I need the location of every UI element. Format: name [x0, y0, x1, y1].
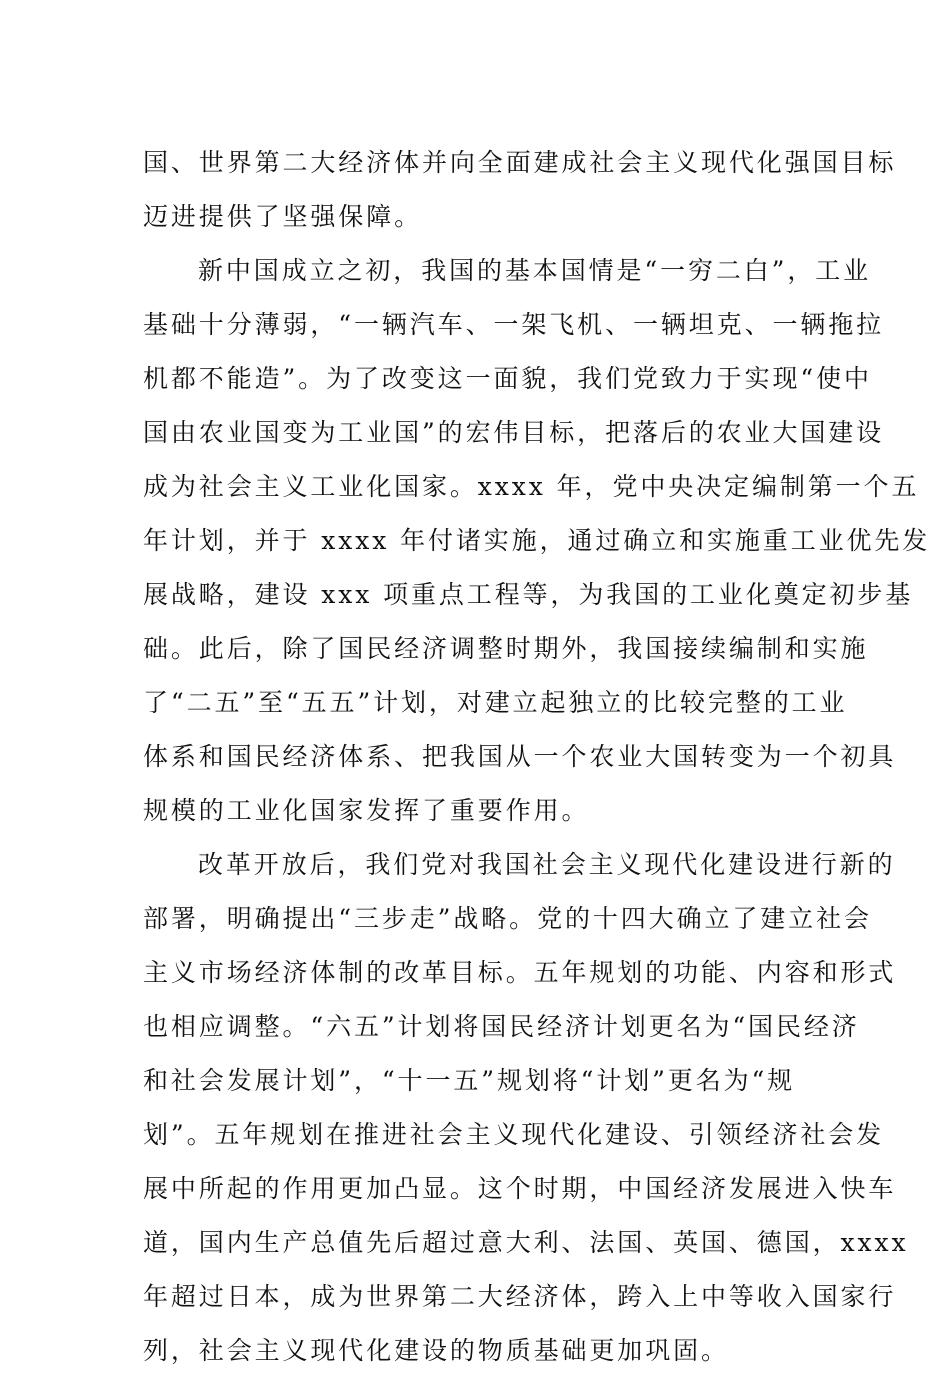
- text-line: 国由农业国变为工业国”的宏伟目标，把落后的农业大国建设: [143, 418, 885, 447]
- text-line: 了“二五”至“五五”计划，对建立起独立的比较完整的工业: [143, 688, 848, 717]
- text-line: 基础十分薄弱，“一辆汽车、一架飞机、一辆坦克、一辆拖拉: [143, 310, 885, 339]
- text-line: 列，社会主义现代化建设的物质基础更加巩固。: [143, 1336, 729, 1365]
- text-line: 年计划，并于 xxxx 年付诸实施，通过确立和实施重工业优先发: [143, 526, 931, 555]
- text-line: 和社会发展计划”，“十一五”规划将“计划”更名为“规: [143, 1066, 796, 1095]
- text-line: 道，国内生产总值先后超过意大利、法国、英国、德国，xxxx: [143, 1228, 909, 1257]
- text-line: 础。此后，除了国民经济调整时期外，我国接续编制和实施: [143, 634, 869, 663]
- text-line: 展战略，建设 xxx 项重点工程等，为我国的工业化奠定初步基: [143, 580, 914, 609]
- text-line: 成为社会主义工业化国家。xxxx 年，党中央决定编制第一个五: [143, 472, 920, 501]
- document-body: [143, 136, 931, 1378]
- text-line: 机都不能造”。为了改变这一面貌，我们党致力于实现“使中: [143, 364, 872, 393]
- text-line: 体系和国民经济体系、把我国从一个农业大国转变为一个初具: [143, 742, 897, 771]
- text-line: 部署，明确提出“三步走”战略。党的十四大确立了建立社会: [143, 904, 872, 933]
- text-line: 划”。五年规划在推进社会主义现代化建设、引领经济社会发: [143, 1120, 885, 1149]
- paragraph-first-line: 新中国成立之初，我国的基本国情是“一穷二白”，工业: [198, 256, 872, 285]
- text-line: 国、世界第二大经济体并向全面建成社会主义现代化强国目标: [143, 148, 897, 177]
- text-line: 迈进提供了坚强保障。: [143, 202, 423, 231]
- text-line: 规模的工业化国家发挥了重要作用。: [143, 796, 590, 825]
- paragraph-first-line: 改革开放后，我们党对我国社会主义现代化建设进行新的: [198, 850, 896, 879]
- text-line: 展中所起的作用更加凸显。这个时期，中国经济发展进入快车: [143, 1174, 897, 1203]
- text-line: 也相应调整。“六五”计划将国民经济计划更名为“国民经济: [143, 1012, 860, 1041]
- text-line: 主义市场经济体制的改革目标。五年规划的功能、内容和形式: [143, 958, 897, 987]
- text-line: 年超过日本，成为世界第二大经济体，跨入上中等收入国家行: [143, 1282, 897, 1311]
